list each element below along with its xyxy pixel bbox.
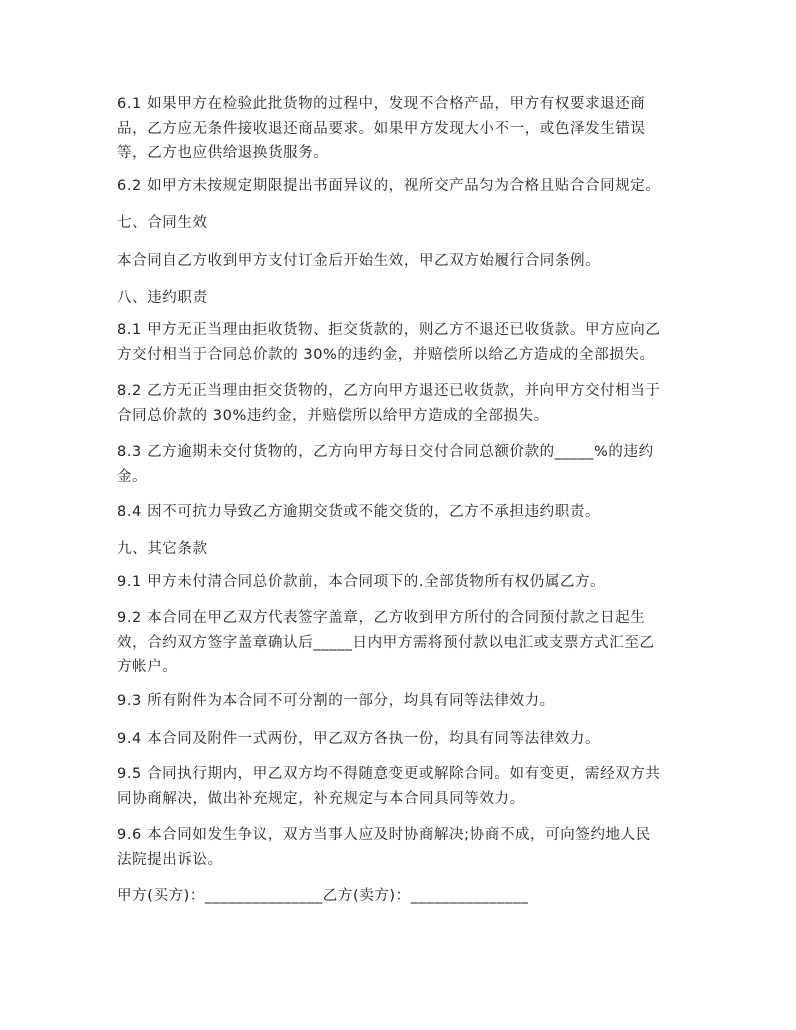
clause-8-3-line-1: 8.3 乙方逾期未交付货物的，乙方向甲方每日交付合同总额价款的_____%的违约: [117, 444, 654, 460]
clause-9-2: [117, 606, 679, 680]
clause-6-1-line-3: 等，乙方也应供给退换货服务。: [117, 145, 329, 161]
section-heading-8: [117, 286, 679, 311]
section-heading-7: [117, 211, 679, 236]
section-7-body: [117, 249, 679, 274]
section-7-body-line-1: 本合同自乙方收到甲方支付订金后开始生效，甲乙双方始履行合同条例。: [117, 253, 601, 269]
clause-9-2-line-1: 9.2 本合同在甲乙双方代表签字盖章，乙方收到甲方所付的合同预付款之日起生: [117, 610, 646, 626]
clause-9-2-line-2: 效，合约双方签字盖章确认后_____日内甲方需将预付款以电汇或支票方式汇至乙: [117, 634, 655, 651]
clause-9-3-line-1: 9.3 所有附件为本合同不可分割的一部分，均具有同等法律效力。: [117, 693, 555, 709]
clause-6-1: [117, 92, 679, 166]
clause-9-5-line-2: 同协商解决，做出补充规定，补充规定与本合同具同等效力。: [117, 790, 525, 807]
clause-6-1-line-2: 品，乙方应无条件接收退还商品要求。如果甲方发现大小不一，或色泽发生错误: [117, 120, 646, 137]
clause-8-2: [117, 379, 679, 428]
section-heading-7-text: 七、合同生效: [117, 215, 208, 231]
clause-9-1: [117, 570, 679, 595]
clause-9-5: [117, 762, 679, 811]
clause-9-4: [117, 727, 679, 752]
signature-line: [117, 884, 679, 909]
section-heading-8-text: 八、违约职责: [117, 290, 208, 306]
clause-9-2-line-3: 方帐户。: [117, 659, 178, 675]
clause-6-2-line-1: 6.2 如甲方未按规定期限提出书面异议的，视所交产品匀为合格且贴合合同规定。: [117, 178, 661, 194]
clause-9-6: [117, 823, 679, 872]
clause-8-1: [117, 318, 679, 367]
clause-9-6-line-2: 法院提出诉讼。: [117, 851, 223, 868]
clause-9-5-line-1: 9.5 合同执行期内，甲乙双方均不得随意变更或解除合同。如有变更，需经双方共: [117, 766, 661, 782]
signature-line-text: 甲方(买方)：_______________乙方(卖方)：_______________: [117, 888, 529, 904]
clause-9-1-line-1: 9.1 甲方未付清合同总价款前，本合同项下的.全部货物所有权仍属乙方。: [117, 574, 606, 590]
clause-6-2: [117, 174, 679, 199]
clause-9-6-line-1: 9.6 本合同如发生争议，双方当事人应及时协商解决;协商不成，可向签约地人民: [117, 827, 651, 843]
clause-8-1-line-1: 8.1 甲方无正当理由拒收货物、拒交货款的，则乙方不退还已收货款。甲方应向乙: [117, 322, 661, 338]
clause-6-1-line-1: 6.1 如果甲方在检验此批货物的过程中，发现不合格产品，甲方有权要求退还商: [117, 96, 646, 112]
clause-8-3-line-2: 金。: [117, 468, 148, 485]
clause-9-4-line-1: 9.4 本合同及附件一式两份，甲乙双方各执一份，均具有同等法律效力。: [117, 731, 601, 747]
clause-8-2-line-2: 合同总价款的 30%违约金，并赔偿所以给甲方造成的全部损失。: [117, 407, 549, 424]
clause-8-4: [117, 500, 679, 525]
section-heading-9: [117, 537, 679, 562]
clause-8-4-line-1: 8.4 因不可抗力导致乙方逾期交货或不能交货的，乙方不承担违约职责。: [117, 504, 601, 520]
clause-8-1-line-2: 方交付相当于合同总价款的 30%的违约金，并赔偿所以给乙方造成的全部损失。: [117, 346, 655, 363]
clause-8-2-line-1: 8.2 乙方无正当理由拒交货物的，乙方向甲方退还已收货款，并向甲方交付相当于: [117, 383, 661, 399]
clause-8-3: [117, 440, 679, 489]
section-heading-9-text: 九、其它条款: [117, 541, 208, 557]
clause-9-3: [117, 689, 679, 714]
